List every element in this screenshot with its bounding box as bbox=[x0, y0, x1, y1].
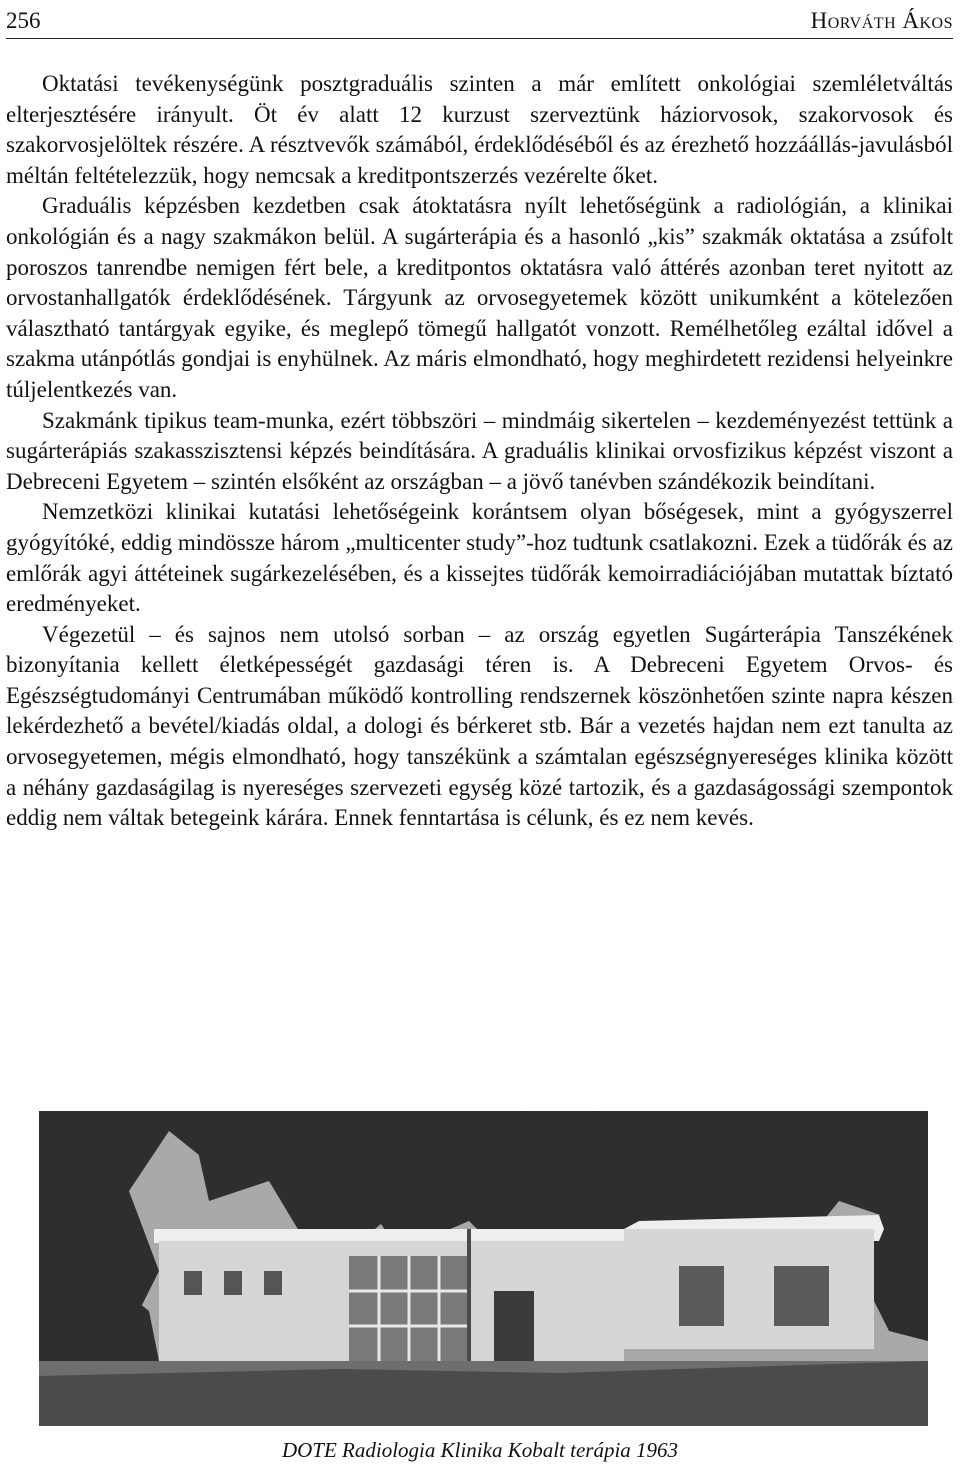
paragraph: Nemzetközi klinikai kutatási lehetőségeink korántsem olyan bőségesek, mint a gyógyszerrel gyógyítóké, eddig mindössze három „multicenter study”-hoz tudtunk csatlakozni. Ezek a tüdőrák és az emlőrák agyi áttéteinek sugárkezelésében, és a kissejtes tüdőrák kemoirradiációjában mutattak bíztató eredményeket. bbox=[6, 499, 953, 617]
article-body bbox=[6, 69, 953, 834]
paragraph: Végezetül – és sajnos nem utolsó sorban – az ország egyetlen Sugárterápia Tanszékének bizonyítania kellett életképességét gazdasági téren is. A Debreceni Egyetem Orvos- és Egészségtudományi Centrumában működő kontrolling rendszernek köszönhetően szinte napra készen lekérdezhető a bevétel/kiadás oldal, a dologi és bérkeret stb. Bár a vezetés hajdan nem ezt tanulta az orvosegyetemen, mégis elmondható, hogy tanszékünk a számtalan egészségnyereséges klinika között a néhány gazdaságilag is nyereséges szervezeti egység közé tartozik, és a gazdaságossági szempontok eddig nem váltak betegeink kárára. Ennek fenntartása is célunk, és ez nem kevés. bbox=[6, 621, 953, 831]
photo-building bbox=[154, 1215, 884, 1366]
building-photograph bbox=[39, 1111, 928, 1426]
page-number: 256 bbox=[6, 8, 41, 33]
paragraph: Graduális képzésben kezdetben csak átoktatásra nyílt lehetőségünk a radiológián, a klinikai onkológián és a nagy szakmákon belül. A sugárterápia és a hasonló „kis” szakmák oktatása a zsúfolt poroszos tanrendbe nemigen fért bele, a kreditpontos oktatásra való áttérés azonban teret nyitott az orvostanhallgatók érdeklődésének. Tárgyunk az orvosegyetemek között unikumként a kötelezően választható tantárgyak egyike, és meglepő tömegű hallgatót vonzott. Remélhetőleg ezáltal idővel a szakma utánpótlás gondjai is enyhülnek. Az máris elmondható, hogy meghirdetett rezidensi helyeinkre túljelentkezés van. bbox=[6, 193, 953, 402]
paragraph: Szakmánk tipikus team-munka, ezért többszöri – mindmáig sikertelen – kezdeményezést tettünk a sugárterápiás szakasszisztensi képzés beindítására. A graduális klinikai orvosfizikus képzést viszont a Debreceni Egyetem – szintén elsőként az országban – a jövő tanévben szándékozik beindítani. bbox=[6, 407, 953, 494]
running-head-author: Horváth Ákos bbox=[810, 8, 953, 33]
photo-illustration bbox=[39, 1111, 928, 1426]
paragraph: Oktatási tevékenységünk posztgraduális szinten a már említett onkológiai szemléletváltás elterjesztésére irányult. Öt év alatt 12 kurzust szerveztünk háziorvosok, szakorvosok és szakorvosjelöltek részére. A résztvevők számából, érdeklődéséből és az érezhető hozzáállás-javulásból méltán feltételezzük, hogy nemcsak a kreditpontszerzés vezérelte őket. bbox=[6, 71, 953, 188]
running-header bbox=[6, 4, 953, 39]
figure-caption: DOTE Radiologia Klinika Kobalt terápia 1963 bbox=[281, 1438, 679, 1462]
